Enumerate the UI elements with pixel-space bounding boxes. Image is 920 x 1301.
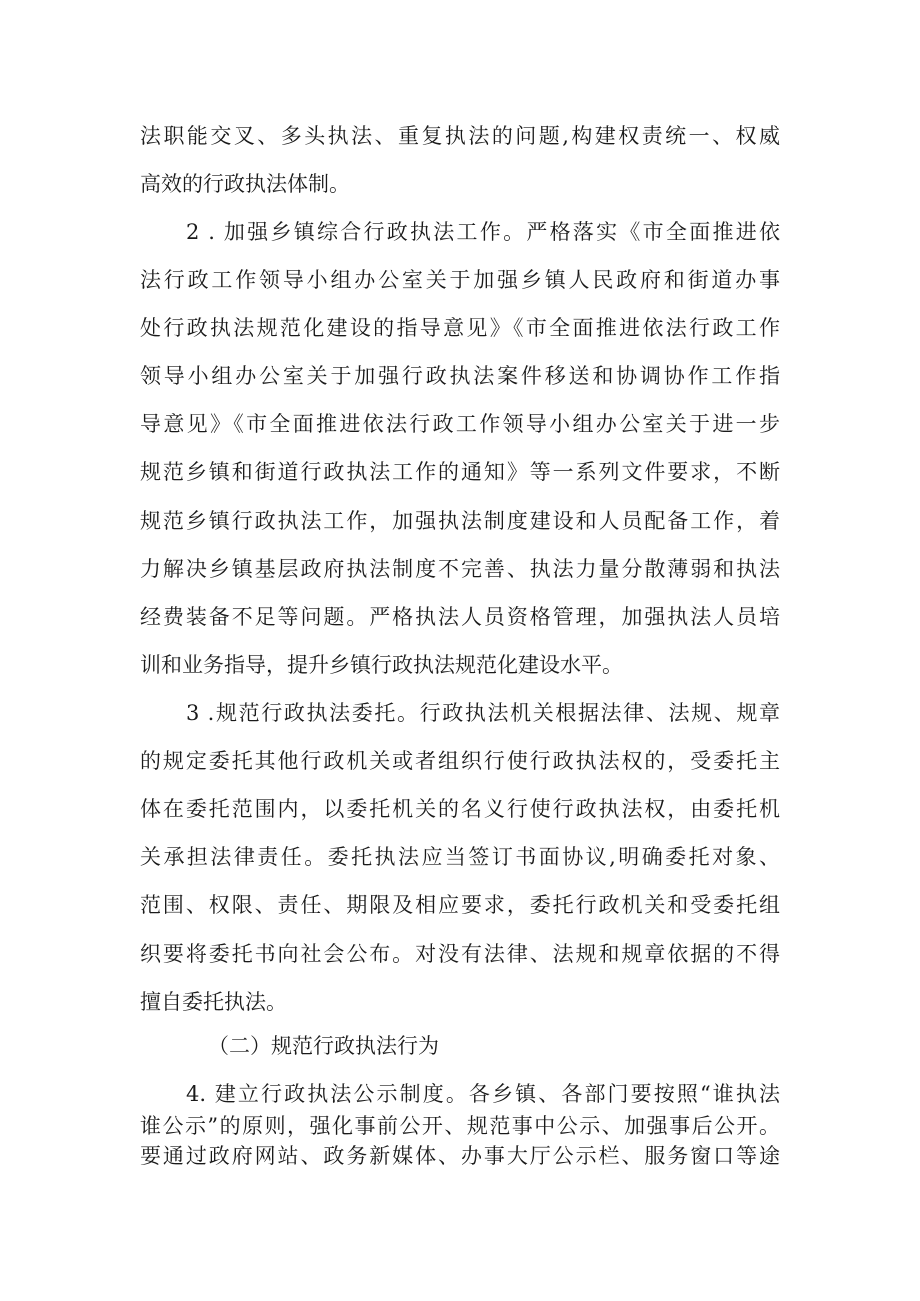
paragraph-line: 法职能交叉、多头执法、重复执法的问题,构建权责统一、权威: [140, 124, 780, 148]
paragraph-line: 力解决乡镇基层政府执法制度不完善、执法力量分散薄弱和执法: [140, 557, 780, 581]
paragraph-line: 法行政工作领导小组办公室关于加强乡镇人民政府和街道办事: [140, 268, 780, 292]
paragraph-line: 规范乡镇和街道行政执法工作的通知》等一系列文件要求，不断: [140, 460, 780, 484]
paragraph-line: 织要将委托书向社会公布。对没有法律、法规和规章依据的不得: [140, 942, 780, 966]
paragraph-line: 范围、权限、责任、期限及相应要求，委托行政机关和受委托组: [140, 893, 780, 917]
paragraph-line: 训和业务指导，提升乡镇行政执法规范化建设水平。: [140, 653, 623, 677]
paragraph-line: 规范乡镇行政执法工作，加强执法制度建设和人员配备工作，着: [140, 509, 780, 533]
paragraph-line: 4. 建立行政执法公示制度。各乡镇、各部门要按照“谁执法: [186, 1082, 780, 1106]
paragraph-line: 3 .规范行政执法委托。行政执法机关根据法律、法规、规章: [186, 701, 780, 725]
paragraph-line: 领导小组办公室关于加强行政执法案件移送和协调协作工作指: [140, 364, 780, 388]
paragraph-line: 谁公示”的原则，强化事前公开、规范事中公示、加强事后公开。: [140, 1114, 780, 1138]
paragraph-line: 的规定委托其他行政机关或者组织行使行政执法权的，受委托主: [140, 749, 780, 773]
paragraph-line: 体在委托范围内，以委托机关的名义行使行政执法权，由委托机: [140, 797, 780, 821]
paragraph-line: 高效的行政执法体制。: [140, 172, 350, 196]
paragraph-line: 要通过政府网站、政务新媒体、办事大厅公示栏、服务窗口等途: [140, 1144, 780, 1168]
paragraph-line: 2 . 加强乡镇综合行政执法工作。严格落实《市全面推进依: [186, 220, 780, 244]
section-heading: （二）规范行政执法行为: [208, 1034, 439, 1058]
paragraph-line: 擅自委托执法。: [140, 990, 287, 1014]
paragraph-line: 处行政执法规范化建设的指导意见》《市全面推进依法行政工作: [140, 316, 780, 340]
paragraph-line: 关承担法律责任。委托执法应当签订书面协议,明确委托对象、: [140, 845, 780, 869]
paragraph-line: 经费装备不足等问题。严格执法人员资格管理，加强执法人员培: [140, 605, 780, 629]
paragraph-line: 导意见》《市全面推进依法行政工作领导小组办公室关于进一步: [140, 412, 780, 436]
